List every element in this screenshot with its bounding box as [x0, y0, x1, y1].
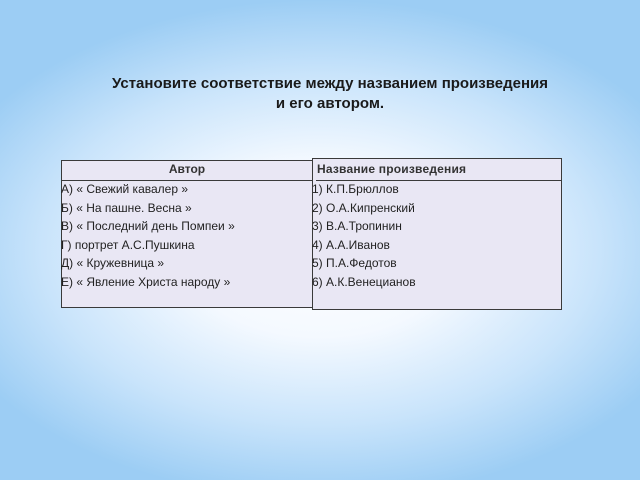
- work-list-item: 5) П.А.Федотов: [312, 256, 397, 270]
- author-list-item: А) « Свежий кавалер »: [61, 182, 189, 196]
- work-list-item: 6) А.К.Венецианов: [312, 274, 416, 289]
- slide-title: [40, 74, 620, 114]
- work-list-item: 3) В.А.Тропинин: [312, 219, 402, 233]
- author-list-item: В) « Последний день Помпеи »: [61, 219, 235, 233]
- work-list-item: 2) О.А.Кипренский: [312, 200, 415, 215]
- author-list-item: Д) « Кружевница »: [61, 256, 165, 270]
- work-column-header: Название произведения: [316, 162, 561, 181]
- author-list-item: Г) портрет А.С.Пушкина: [61, 237, 195, 252]
- author-list-item: Е) « Явление Христа народу »: [61, 274, 231, 289]
- title-line-2: и его автором.: [275, 95, 385, 112]
- work-list: [312, 180, 416, 291]
- work-list-item: 4) А.А.Иванов: [312, 237, 390, 252]
- title-line-1: Установите соответствие между названием произведения: [111, 75, 549, 92]
- author-list-item: Б) « На пашне. Весна »: [61, 200, 192, 215]
- author-column-header: Автор: [61, 162, 313, 181]
- author-list: [61, 180, 235, 291]
- work-list-item: 1) К.П.Брюллов: [312, 182, 399, 196]
